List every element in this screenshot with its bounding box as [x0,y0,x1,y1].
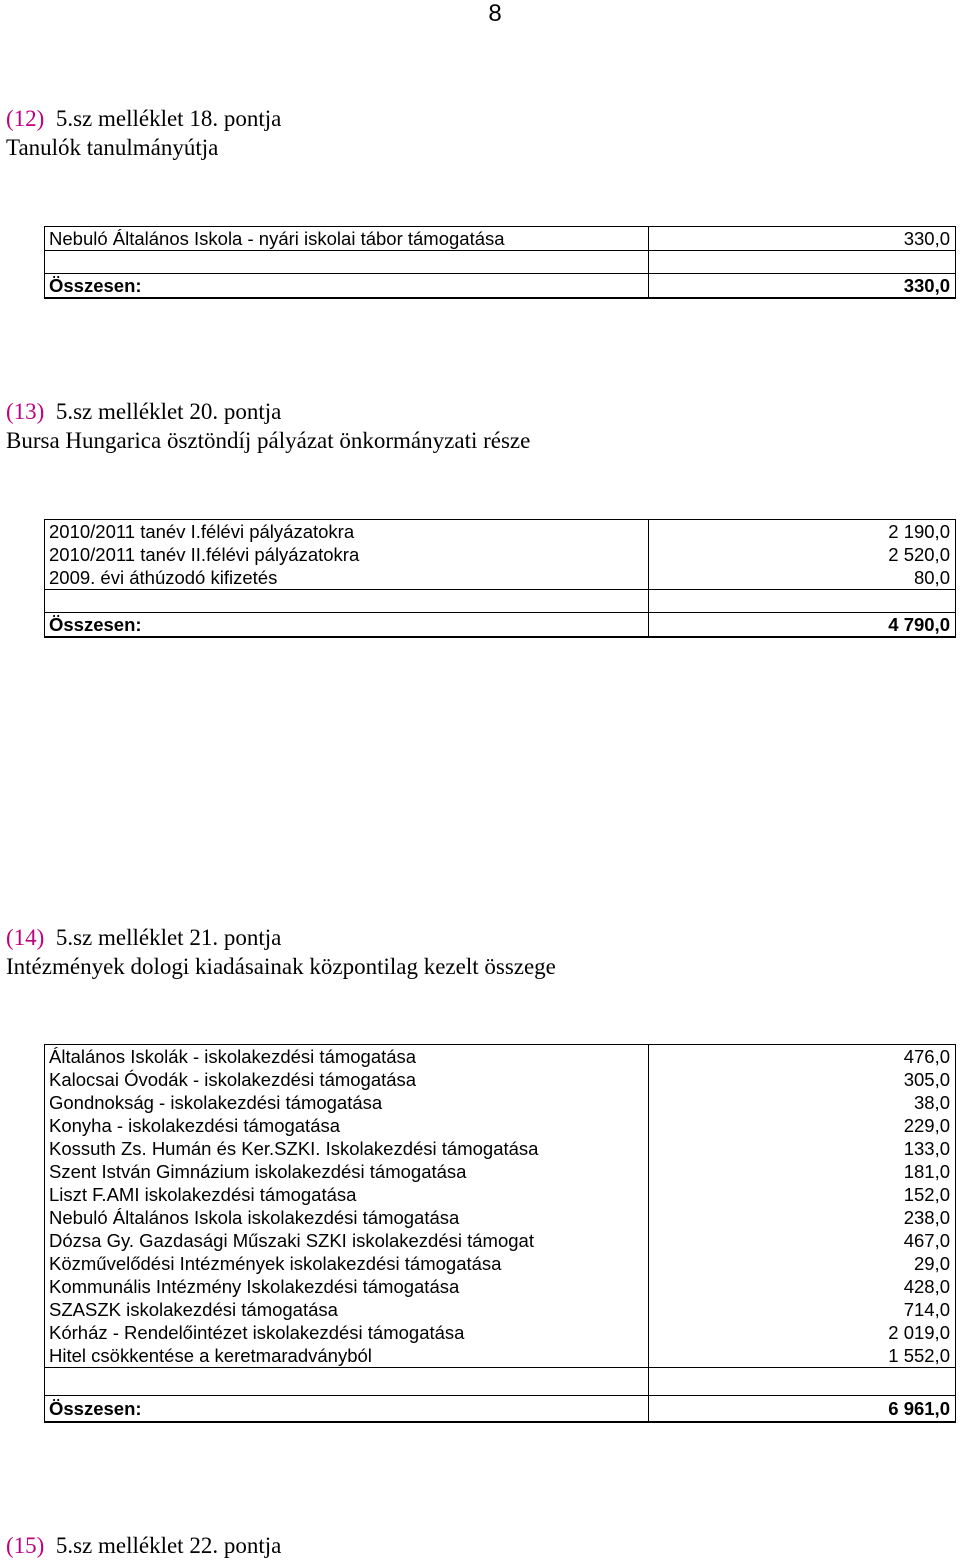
total-value: 330,0 [649,274,956,299]
section-title: Tanulók tanulmányútja [6,135,219,160]
total-label: Összesen: [45,1396,649,1423]
table-row [45,1091,956,1114]
row-label: Konyha - iskolakezdési támogatása [45,1114,649,1137]
empty-row [45,251,956,274]
row-value: 229,0 [649,1114,956,1137]
row-value: 238,0 [649,1206,956,1229]
section-number: (14) [6,925,45,950]
row-label: SZASZK iskolakezdési támogatása [45,1298,649,1321]
row-value: 2 019,0 [649,1321,956,1344]
total-row [45,1396,956,1423]
table-row [45,1321,956,1344]
row-value: 181,0 [649,1160,956,1183]
table-row [45,543,956,566]
row-value: 29,0 [649,1252,956,1275]
row-value: 2 520,0 [649,543,956,566]
row-value: 467,0 [649,1229,956,1252]
total-value: 4 790,0 [649,613,956,638]
row-value: 428,0 [649,1275,956,1298]
row-value: 305,0 [649,1068,956,1091]
empty-row [45,1368,956,1396]
row-label: 2010/2011 tanév II.félévi pályázatokra [45,543,649,566]
row-label: Hitel csökkentése a keretmaradványból [45,1344,649,1368]
table-row [45,1045,956,1069]
table-row [45,1344,956,1368]
table-row [45,1160,956,1183]
row-value: 714,0 [649,1298,956,1321]
row-label: Kommunális Intézmény Iskolakezdési támogatása [45,1275,649,1298]
table-row [45,1229,956,1252]
row-value: 476,0 [649,1045,956,1069]
section-13-heading [6,397,530,455]
section-12-table [44,226,956,299]
row-value: 330,0 [649,227,956,251]
section-15-heading [6,1531,281,1560]
row-label: Kossuth Zs. Humán és Ker.SZKI. Iskolakezdési támogatása [45,1137,649,1160]
total-label: Összesen: [45,274,649,299]
section-13-table [44,519,956,638]
table-row [45,1298,956,1321]
section-reference: 5.sz melléklet 22. pontja [55,1533,282,1558]
row-label: Dózsa Gy. Gazdasági Műszaki SZKI iskolakezdési támogat [45,1229,649,1252]
section-number: (15) [6,1533,45,1558]
table-row [45,520,956,544]
section-reference: 5.sz melléklet 18. pontja [55,106,282,131]
row-label: Kórház - Rendelőintézet iskolakezdési támogatása [45,1321,649,1344]
row-label: Nebuló Általános Iskola - nyári iskolai tábor támogatása [45,227,649,251]
row-value: 80,0 [649,566,956,590]
table-row [45,1275,956,1298]
section-12-heading [6,104,281,162]
row-value: 152,0 [649,1183,956,1206]
table-row [45,1252,956,1275]
table-row [45,1114,956,1137]
section-number: (13) [6,399,45,424]
row-label: Kalocsai Óvodák - iskolakezdési támogatása [45,1068,649,1091]
section-14-heading [6,923,556,981]
row-value: 1 552,0 [649,1344,956,1368]
total-label: Összesen: [45,613,649,638]
row-label: Szent István Gimnázium iskolakezdési támogatása [45,1160,649,1183]
section-reference: 5.sz melléklet 20. pontja [55,399,282,424]
row-value: 38,0 [649,1091,956,1114]
total-row [45,274,956,299]
row-value: 2 190,0 [649,520,956,544]
table-row [45,566,956,590]
table-row [45,1183,956,1206]
row-label: Liszt F.AMI iskolakezdési támogatása [45,1183,649,1206]
page-number: 8 [488,0,502,27]
total-value: 6 961,0 [649,1396,956,1423]
table-row [45,1137,956,1160]
total-row [45,613,956,638]
row-label: Közművelődési Intézmények iskolakezdési támogatása [45,1252,649,1275]
row-label: Nebuló Általános Iskola iskolakezdési támogatása [45,1206,649,1229]
row-value: 133,0 [649,1137,956,1160]
empty-row [45,590,956,613]
section-reference: 5.sz melléklet 21. pontja [55,925,282,950]
row-label: 2009. évi áthúzodó kifizetés [45,566,649,590]
row-label: 2010/2011 tanév I.félévi pályázatokra [45,520,649,544]
section-14-table [44,1044,956,1423]
row-label: Általános Iskolák - iskolakezdési támogatása [45,1045,649,1069]
table-row [45,1206,956,1229]
table-row [45,1068,956,1091]
table-row [45,227,956,251]
section-title: Bursa Hungarica ösztöndíj pályázat önkormányzati része [6,428,531,453]
section-title: Intézmények dologi kiadásainak központilag kezelt összege [6,954,556,979]
section-number: (12) [6,106,45,131]
row-label: Gondnokság - iskolakezdési támogatása [45,1091,649,1114]
